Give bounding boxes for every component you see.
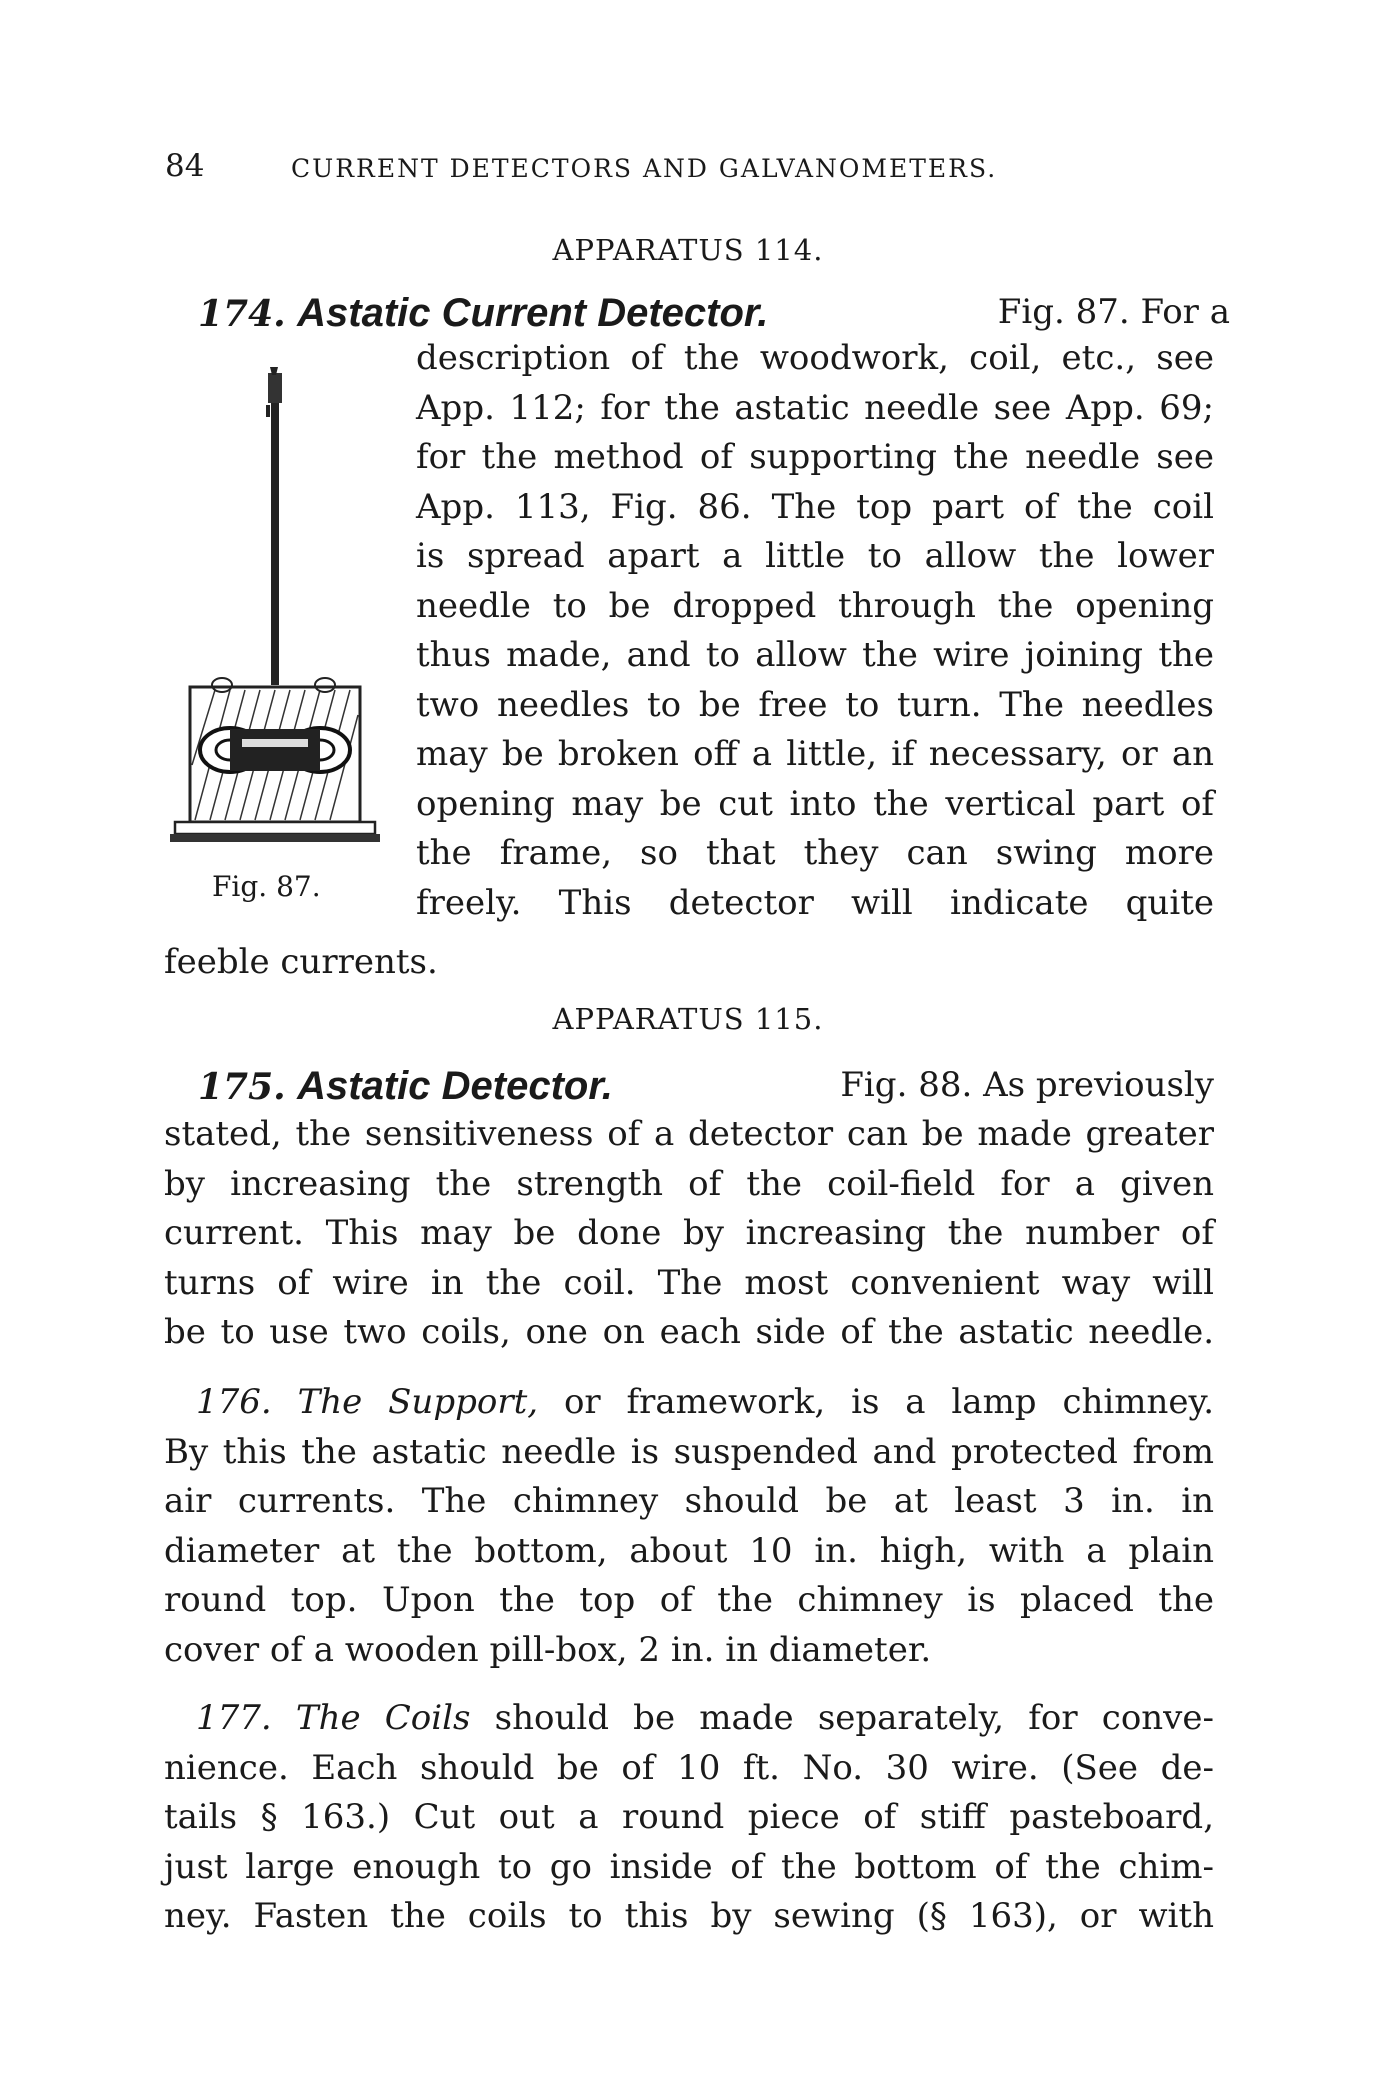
section-177-first-line: [164, 1694, 1214, 1744]
text-line: cover of a wooden pill-box, 2 in. in diameter.: [164, 1629, 932, 1670]
apparatus-114-heading: APPARATUS 114.: [552, 233, 824, 267]
text-line: for the method of supporting the needle see: [416, 437, 1214, 477]
text-line: By this the astatic needle is suspended and protected from: [164, 1431, 1214, 1472]
section-174-first-line-rest: Fig. 87. For a: [997, 292, 1230, 332]
section-176-first-line-rest: or framework, is a lamp chimney.: [563, 1382, 1215, 1422]
text-line: by increasing the strength of the coil-field for a given: [164, 1163, 1214, 1204]
text-line: is spread apart a little to allow the lower: [416, 536, 1214, 576]
text-line: freely. This detector will indicate quite: [416, 882, 1214, 923]
text-line: ney. Fasten the coils to this by sewing (§ 163), or with: [164, 1896, 1214, 1936]
section-174-title: Astatic Current Detector.: [297, 291, 769, 335]
text-line: be to use two coils, one on each side of the astatic needle.: [164, 1312, 1214, 1352]
text-line: needle to be dropped through the opening: [416, 585, 1214, 626]
section-175-first-line-rest: Fig. 88. As previously: [840, 1065, 1214, 1105]
section-175-number: 175.: [198, 1066, 286, 1108]
section-176-first-line: [164, 1378, 1214, 1428]
text-line: the frame, so that they can swing more: [416, 833, 1214, 873]
text-line: App. 112; for the astatic needle see App. 69;: [416, 387, 1214, 428]
section-177-title: The Coils: [295, 1698, 471, 1738]
section-175-title: Astatic Detector.: [297, 1064, 613, 1108]
section-177-first-line-rest: should be made separately, for conve-: [494, 1698, 1214, 1738]
text-line: tails § 163.) Cut out a round piece of stiff pasteboard,: [164, 1797, 1214, 1837]
section-176-number: 176.: [196, 1382, 272, 1422]
text-line: turns of wire in the coil. The most convenient way will: [164, 1262, 1214, 1303]
text-line: current. This may be done by increasing the number of: [164, 1213, 1214, 1253]
section-175-body: [164, 1110, 1214, 1358]
text-line: opening may be cut into the vertical part of: [416, 783, 1214, 824]
running-title: CURRENT DETECTORS AND GALVANOMETERS.: [291, 154, 998, 183]
section-176-title: The Support,: [297, 1382, 539, 1422]
apparatus-115-heading: APPARATUS 115.: [552, 1002, 824, 1036]
section-174-number: 174.: [198, 293, 286, 335]
section-174-heading-line: [198, 293, 1230, 333]
text-line: description of the woodwork, coil, etc., see: [416, 338, 1214, 378]
text-line: App. 113, Fig. 86. The top part of the coil: [416, 486, 1214, 527]
text-line: air currents. The chimney should be at least 3 in. in: [164, 1481, 1214, 1521]
text-line: round top. Upon the top of the chimney is placed the: [164, 1580, 1214, 1620]
text-line: thus made, and to allow the wire joining the: [416, 635, 1214, 675]
text-line: two needles to be free to turn. The needles: [416, 684, 1214, 725]
text-line: stated, the sensitiveness of a detector can be made greater: [164, 1114, 1214, 1154]
figure-87-illustration: [170, 365, 380, 865]
text-line: may be broken off a little, if necessary, or an: [416, 734, 1214, 774]
section-177: [164, 1694, 1214, 1942]
page-number: 84: [165, 148, 205, 184]
section-174-tail: [164, 938, 1214, 988]
text-line: nience. Each should be of 10 ft. No. 30 wire. (See de-: [164, 1747, 1214, 1788]
section-175-heading-line: [198, 1066, 1214, 1106]
figure-87-caption: Fig. 87.: [212, 870, 321, 903]
section-174-body: [416, 334, 1214, 928]
text-line: just large enough to go inside of the bottom of the chim-: [164, 1846, 1214, 1887]
section-177-number: 177.: [196, 1698, 272, 1738]
section-176: [164, 1378, 1214, 1675]
text-line: feeble currents.: [164, 942, 438, 982]
text-line: diameter at the bottom, about 10 in. high, with a plain: [164, 1530, 1214, 1571]
